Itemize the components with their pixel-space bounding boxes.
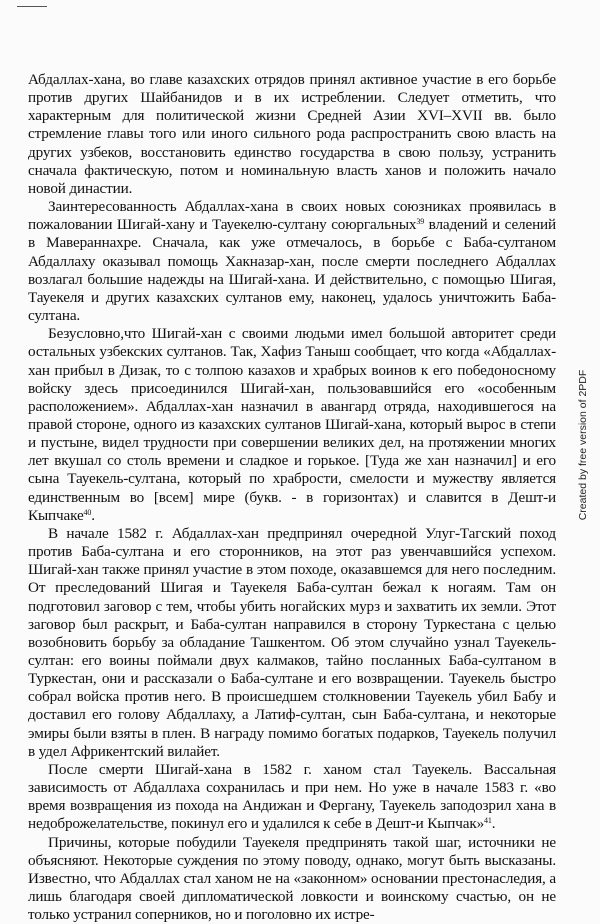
paragraph-5 xyxy=(28,761,556,834)
paragraph-6-text: Причины, которые побудили Тауекеля предпринять такой шаг, источники не объясняют. Некоторые суждения по этому поводу, однако, могут быть высказаны. Известно, что Абдаллах стал ханом не на «законном» основании престонаследия, а лишь благодаря своей дипломатической ловкости и воинскому счастью, он не только устранил соперников, но и поголовно их истре- xyxy=(28,833,556,924)
footnote-ref-39[interactable]: 39 xyxy=(416,217,425,227)
paragraph-2-text-after: владений и селений в Мавераннахре. Сначала, как уже отмечалось, в борьбе с Баба-султаном Абдаллаху оказывал помощь Хакназар-хан, после смерти последнего Абдаллах возлагал большие надежды на Шигай-хана. И действительно, с помощью Шигая, Тауекеля и других казахских султанов ему, наконец, удалось уничтожить Баба-султана. xyxy=(28,216,557,325)
paragraph-1 xyxy=(28,71,556,198)
paragraph-6 xyxy=(28,834,556,924)
paragraph-3-text: Безусловно,что Шигай-хан с своими людьми имел большой авторитет среди остальных узбекских султанов. Так, Хафиз Таныш сообщает, что когда «Абдаллах-хан прибыл в Дизак, то с толпою казахов и храбрых воинов к его победоносному войску здесь присоединился Шигай-хан, пользовавшийся его «особенным расположением». Абдаллах-хан назначил в авангард отряда, находившегося на правой стороне, одного из казахских султанов Шигай-хана, который вырос в степи и пустыне, видел трудности при совершении великих дел, на протяжении многих лет вкушал со столь времени и сладкое и горькое. [Туда же хан назначил] и его сына Тауекель-султана, который по храбрости, смелости и мужеству является единственным во [всем] мире (букв. - в горизонтах) и славится в Дешт-и Кыпчаке xyxy=(28,325,556,524)
paragraph-3 xyxy=(28,325,556,525)
footnote-ref-40[interactable]: 40 xyxy=(83,507,92,517)
paragraph-2 xyxy=(28,198,556,325)
watermark: Created by free version of 2PDF xyxy=(577,369,589,521)
top-rule xyxy=(17,6,47,7)
document-page xyxy=(28,71,556,924)
paragraph-1-text: Абдаллах-хана, во главе казахских отрядов принял активное участие в его борьбе против других Шайбанидов и в их истреблении. Следует отметить, что характерным для политической жизни Средней Азии XVI–XVII вв. было стремление главы того или иного сильного рода распространить свою власть на других узбеков, восстановить единство государства в свою пользу, устранить сначала фактическую, потом и номинальную власть ханов и положить начало новой династии. xyxy=(28,71,556,197)
footnote-ref-41[interactable]: 41 xyxy=(484,816,492,826)
paragraph-2-text: Заинтересованность Абдаллах-хана в своих новых союзниках проявилась в пожаловании Шигай-хану и Тауекелю-султану союргальных xyxy=(28,198,556,234)
paragraph-3-text-after: . xyxy=(91,506,95,524)
paragraph-4-text: В начале 1582 г. Абдаллах-хан предпринял очередной Улуг-Тагский поход против Баба-султана и его сторонников, на этот раз увенчавшийся успехом. Шигай-хан также принял участие в этом походе, оказавшемся для него последним. От преследований Шигая и Тауекеля Баба-султан бежал к ногаям. Там он подготовил заговор с тем, чтобы убить ногайских мурз и захватить их земли. Этот заговор был раскрыт, и Баба-султан направился в сторону Туркестана с целью возобновить борьбу за обладание Ташкентом. Об этом случайно узнал Тауекель-султан: его воины поймали двух калмаков, тайно посланных Баба-султаном в Туркестан, они и рассказали о Баба-султане и его возвращении. Тауекель быстро собрал войска против него. В происшедшем столкновении Тауекель убил Бабу и доставил его голову Абдаллаху, а Латиф-султан, сын Баба-султана, и некоторые эмиры были взяты в плен. В награду помимо богатых подарков, Тауекель получил в удел Африкентский вилайет. xyxy=(28,524,556,760)
paragraph-5-text: После смерти Шигай-хана в 1582 г. ханом стал Тауекель. Вассальная зависимость от Абдаллаха сохранилась и при нем. Но уже в начале 1583 г. «во время возвращения из похода на Андижан и Фергану, Тауекель заподозрил хана в недоброжелательстве, покинул его и удалился к себе в Дешт-и Кыпчак» xyxy=(28,760,556,833)
paragraph-4 xyxy=(28,525,556,761)
paragraph-5-text-after: . xyxy=(491,815,496,833)
